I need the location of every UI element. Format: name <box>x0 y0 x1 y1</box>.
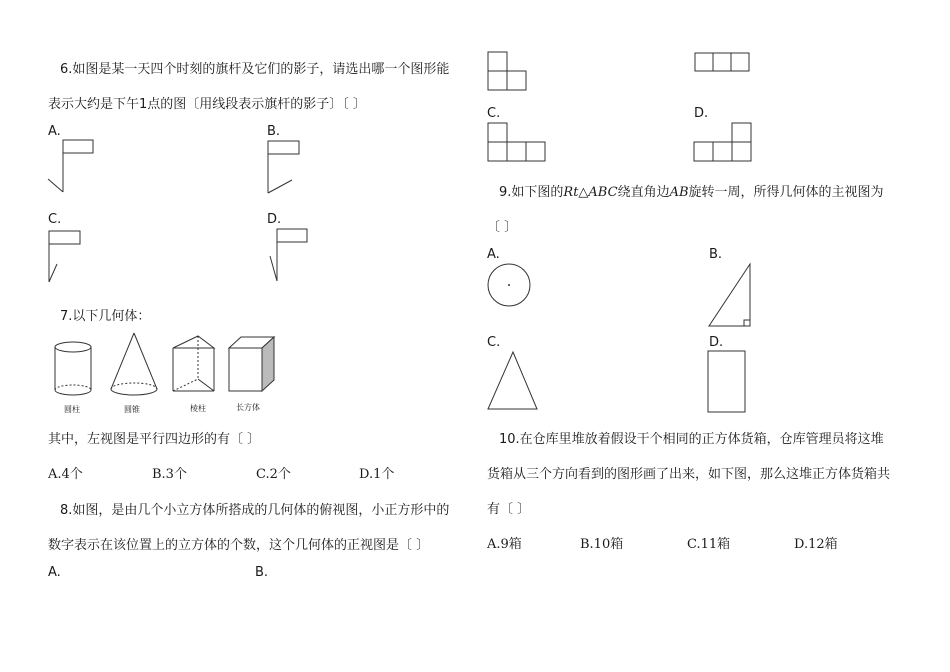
q7-choice-a[interactable]: A.4个 <box>48 467 83 482</box>
q9-rectangle-figure <box>707 350 749 416</box>
q9-text-pre: 9.如下图的 <box>499 185 564 200</box>
q6-option-a-label[interactable]: A. <box>48 124 61 139</box>
q6-option-b-label[interactable]: B. <box>267 124 281 139</box>
q10-choice-d[interactable]: D.12箱 <box>794 537 838 552</box>
solid-label-cone: 圆锥 <box>124 405 140 414</box>
q7-choice-d[interactable]: D.1个 <box>359 467 395 482</box>
q9-option-b-label[interactable]: B. <box>709 247 723 262</box>
q9-circle-figure <box>486 262 534 310</box>
q10-line2: 货箱从三个方向看到的图形画了出来，如下图，那么这堆正方体货箱共 <box>487 467 891 482</box>
q8-option-d-label[interactable]: D. <box>694 106 709 121</box>
q8-line1: 8.如图，是由几个小立方体所搭成的几何体的俯视图，小正方形中的 <box>60 503 450 518</box>
q8-option-a-label[interactable]: A. <box>48 565 61 580</box>
q9-line2: 〔 〕 <box>487 220 518 235</box>
q9-text-post: 旋转一周，所得几何体的主视图为 <box>688 185 884 200</box>
q9-triangle-symbol: △ <box>578 185 589 200</box>
q8-view-a <box>487 51 529 93</box>
q9-rt: Rt <box>563 185 579 200</box>
q8-view-b <box>694 52 752 74</box>
solid-label-prism: 棱柱 <box>190 404 206 413</box>
q7-choice-b[interactable]: B.3个 <box>152 467 187 482</box>
q9-abc: ABC <box>588 185 618 200</box>
q8-view-d <box>694 122 756 164</box>
q6-option-d-label[interactable]: D. <box>267 212 282 227</box>
q10-choice-a[interactable]: A.9箱 <box>487 537 522 552</box>
q9-right-triangle-figure <box>707 262 755 330</box>
q8-line2: 数字表示在该位置上的立方体的个数，这个几何体的正视图是〔 〕 <box>48 538 430 553</box>
solid-label-cuboid: 长方体 <box>236 403 260 412</box>
q10-choice-b[interactable]: B.10箱 <box>580 537 624 552</box>
q6-line2: 表示大约是下午1点的图〔用线段表示旗杆的影子〕〔 〕 <box>48 97 366 112</box>
q8-view-c <box>487 122 549 164</box>
cuboid-figure <box>226 335 278 395</box>
q9-option-a-label[interactable]: A. <box>487 247 500 262</box>
solid-label-cylinder: 圆柱 <box>64 405 80 414</box>
q9-line1 <box>499 185 884 201</box>
q9-option-d-label[interactable]: D. <box>709 335 724 350</box>
q10-line1: 10.在仓库里堆放着假设干个相同的正方体货箱，仓库管理员将这堆 <box>499 432 884 447</box>
q10-choice-c[interactable]: C.11箱 <box>687 537 731 552</box>
q6-flag-figure-c <box>45 228 100 286</box>
q10-line3: 有〔 〕 <box>487 502 531 517</box>
q7-question: 其中，左视图是平行四边形的有〔 〕 <box>48 432 261 447</box>
q9-text-mid: 绕直角边 <box>617 185 670 200</box>
q7-title: 7.以下几何体： <box>60 309 151 324</box>
cylinder-figure <box>52 340 96 400</box>
q6-option-c-label[interactable]: C. <box>48 212 62 227</box>
q9-option-c-label[interactable]: C. <box>487 335 501 350</box>
q8-option-c-label[interactable]: C. <box>487 106 501 121</box>
q6-flag-figure-b <box>265 138 320 196</box>
q6-line1: 6.如图是某一天四个时刻的旗杆及它们的影子，请选出哪一个图形能 <box>60 62 450 77</box>
q8-option-b-label[interactable]: B. <box>255 565 269 580</box>
q9-isosceles-triangle-figure <box>486 350 542 412</box>
q6-flag-figure-a <box>45 138 100 196</box>
prism-figure <box>170 334 220 396</box>
q7-choice-c[interactable]: C.2个 <box>256 467 291 482</box>
cone-figure <box>108 331 160 399</box>
q9-ab: AB <box>669 185 689 200</box>
q6-flag-figure-d <box>265 226 320 284</box>
